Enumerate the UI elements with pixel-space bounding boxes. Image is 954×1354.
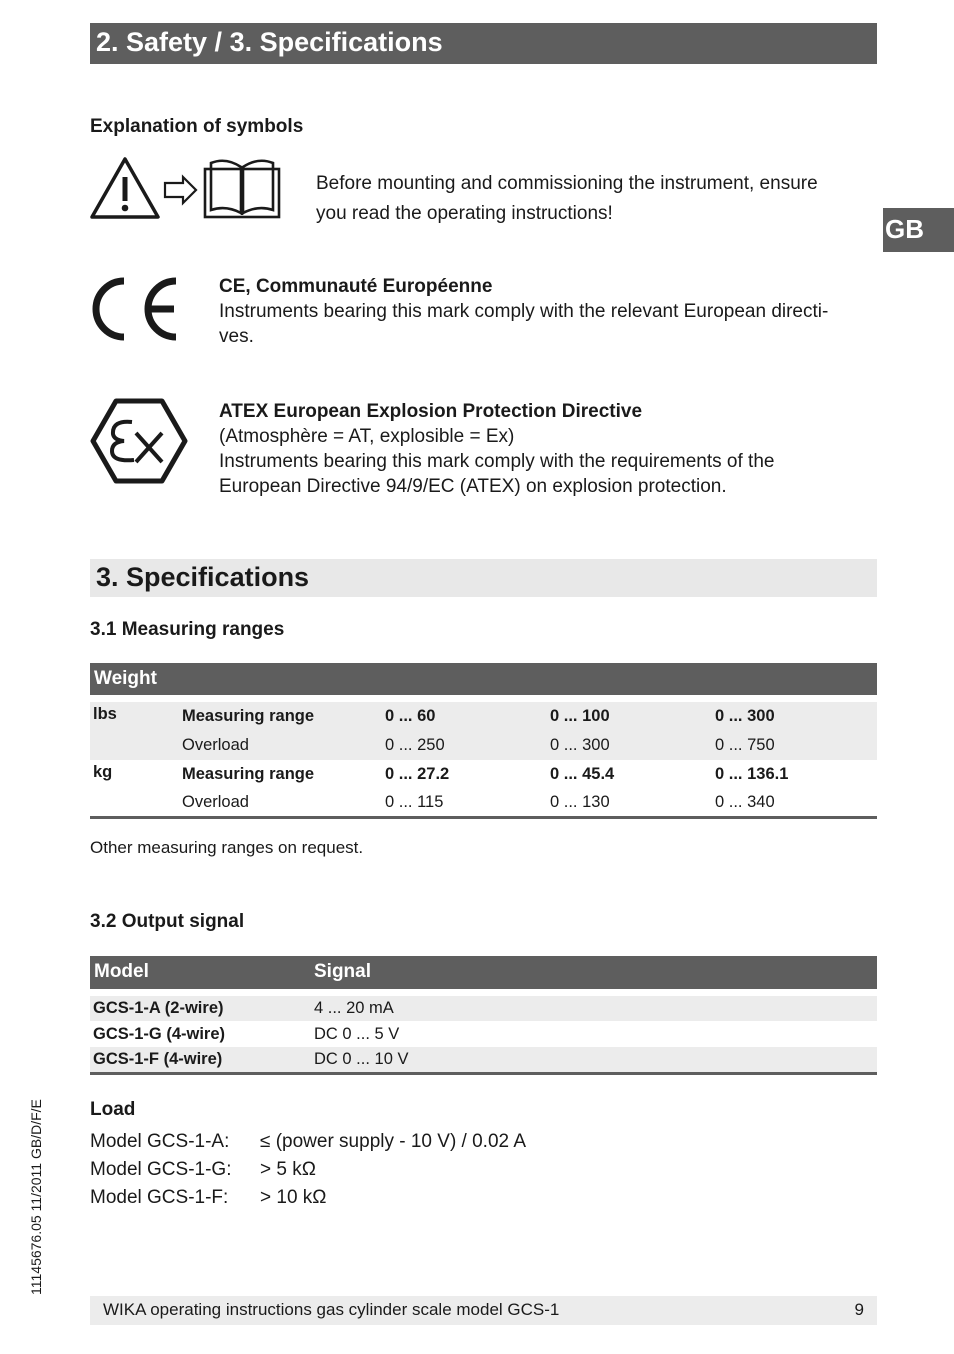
list-item: Model GCS-1-A: ≤ (power supply - 10 V) / 0.02 A [90, 1131, 526, 1152]
table-bottom-rule [90, 1072, 877, 1075]
weight-table-header [90, 663, 877, 695]
weight-header-label: Weight [94, 668, 157, 689]
table-bottom-rule [90, 816, 877, 819]
language-tab [883, 208, 954, 252]
ce-mark-icon [90, 276, 182, 342]
ex-mark-icon [90, 398, 188, 484]
list-item: Model GCS-1-G: > 5 kΩ [90, 1159, 316, 1180]
table-row: Overload 0 ... 115 0 ... 130 0 ... 340 [182, 793, 775, 811]
table-row: GCS-1-F (4-wire) DC 0 ... 10 V [90, 1047, 877, 1072]
language-tab-label: GB [885, 214, 924, 244]
section-header-bar [90, 23, 877, 64]
table-row: Overload 0 ... 250 0 ... 300 0 ... 750 [90, 731, 877, 760]
atex-description: ATEX European Explosion Protection Directive (Atmosphère = AT, explosible = Ex) Instruments bearing this mark comply with the requirements of the European Directive 94/9/EC (ATEX) on explosion protection. [219, 401, 775, 497]
table-row: lbs Measuring range 0 ... 60 0 ... 100 0 ... 300 [90, 702, 877, 731]
atex-title: ATEX European Explosion Protection Directive [219, 401, 643, 422]
list-item: Model GCS-1-F: > 10 kΩ [90, 1187, 327, 1208]
specifications-header-bar [90, 559, 877, 597]
table-row: kg Measuring range 0 ... 27.2 0 ... 45.4 0 ... 136.1 [93, 763, 789, 783]
load-list [90, 1128, 690, 1212]
ce-description: CE, Communauté Européenne Instruments bearing this mark comply with the relevant European directi- ves. [219, 276, 829, 347]
page-footer [90, 1296, 877, 1325]
table-row: GCS-1-G (4-wire) DC 0 ... 5 V [93, 1025, 400, 1043]
table-row: GCS-1-A (2-wire) 4 ... 20 mA [90, 996, 877, 1021]
manual-instruction-text: Before mounting and commissioning the instrument, ensure you read the operating instructions! [316, 173, 818, 224]
output-signal-heading: 3.2 Output signal [90, 911, 245, 932]
col-signal: Signal [314, 961, 372, 982]
measuring-ranges-heading: 3.1 Measuring ranges [90, 619, 285, 640]
output-table-header [90, 956, 877, 989]
document-code: 11145676.05 11/2011 GB/D/F/E [28, 1099, 44, 1295]
page-number: 9 [854, 1300, 864, 1319]
other-ranges-note: Other measuring ranges on request. [90, 838, 364, 857]
ce-title: CE, Communauté Européenne [219, 276, 493, 297]
col-model: Model [94, 961, 149, 982]
load-heading: Load [90, 1099, 136, 1120]
specifications-title: 3. Specifications [96, 562, 310, 592]
symbols-heading: Explanation of symbols [90, 116, 304, 137]
footer-text: WIKA operating instructions gas cylinder scale model GCS-1 [103, 1300, 560, 1319]
page-title: 2. Safety / 3. Specifications [96, 27, 443, 57]
read-manual-icon [90, 155, 282, 221]
